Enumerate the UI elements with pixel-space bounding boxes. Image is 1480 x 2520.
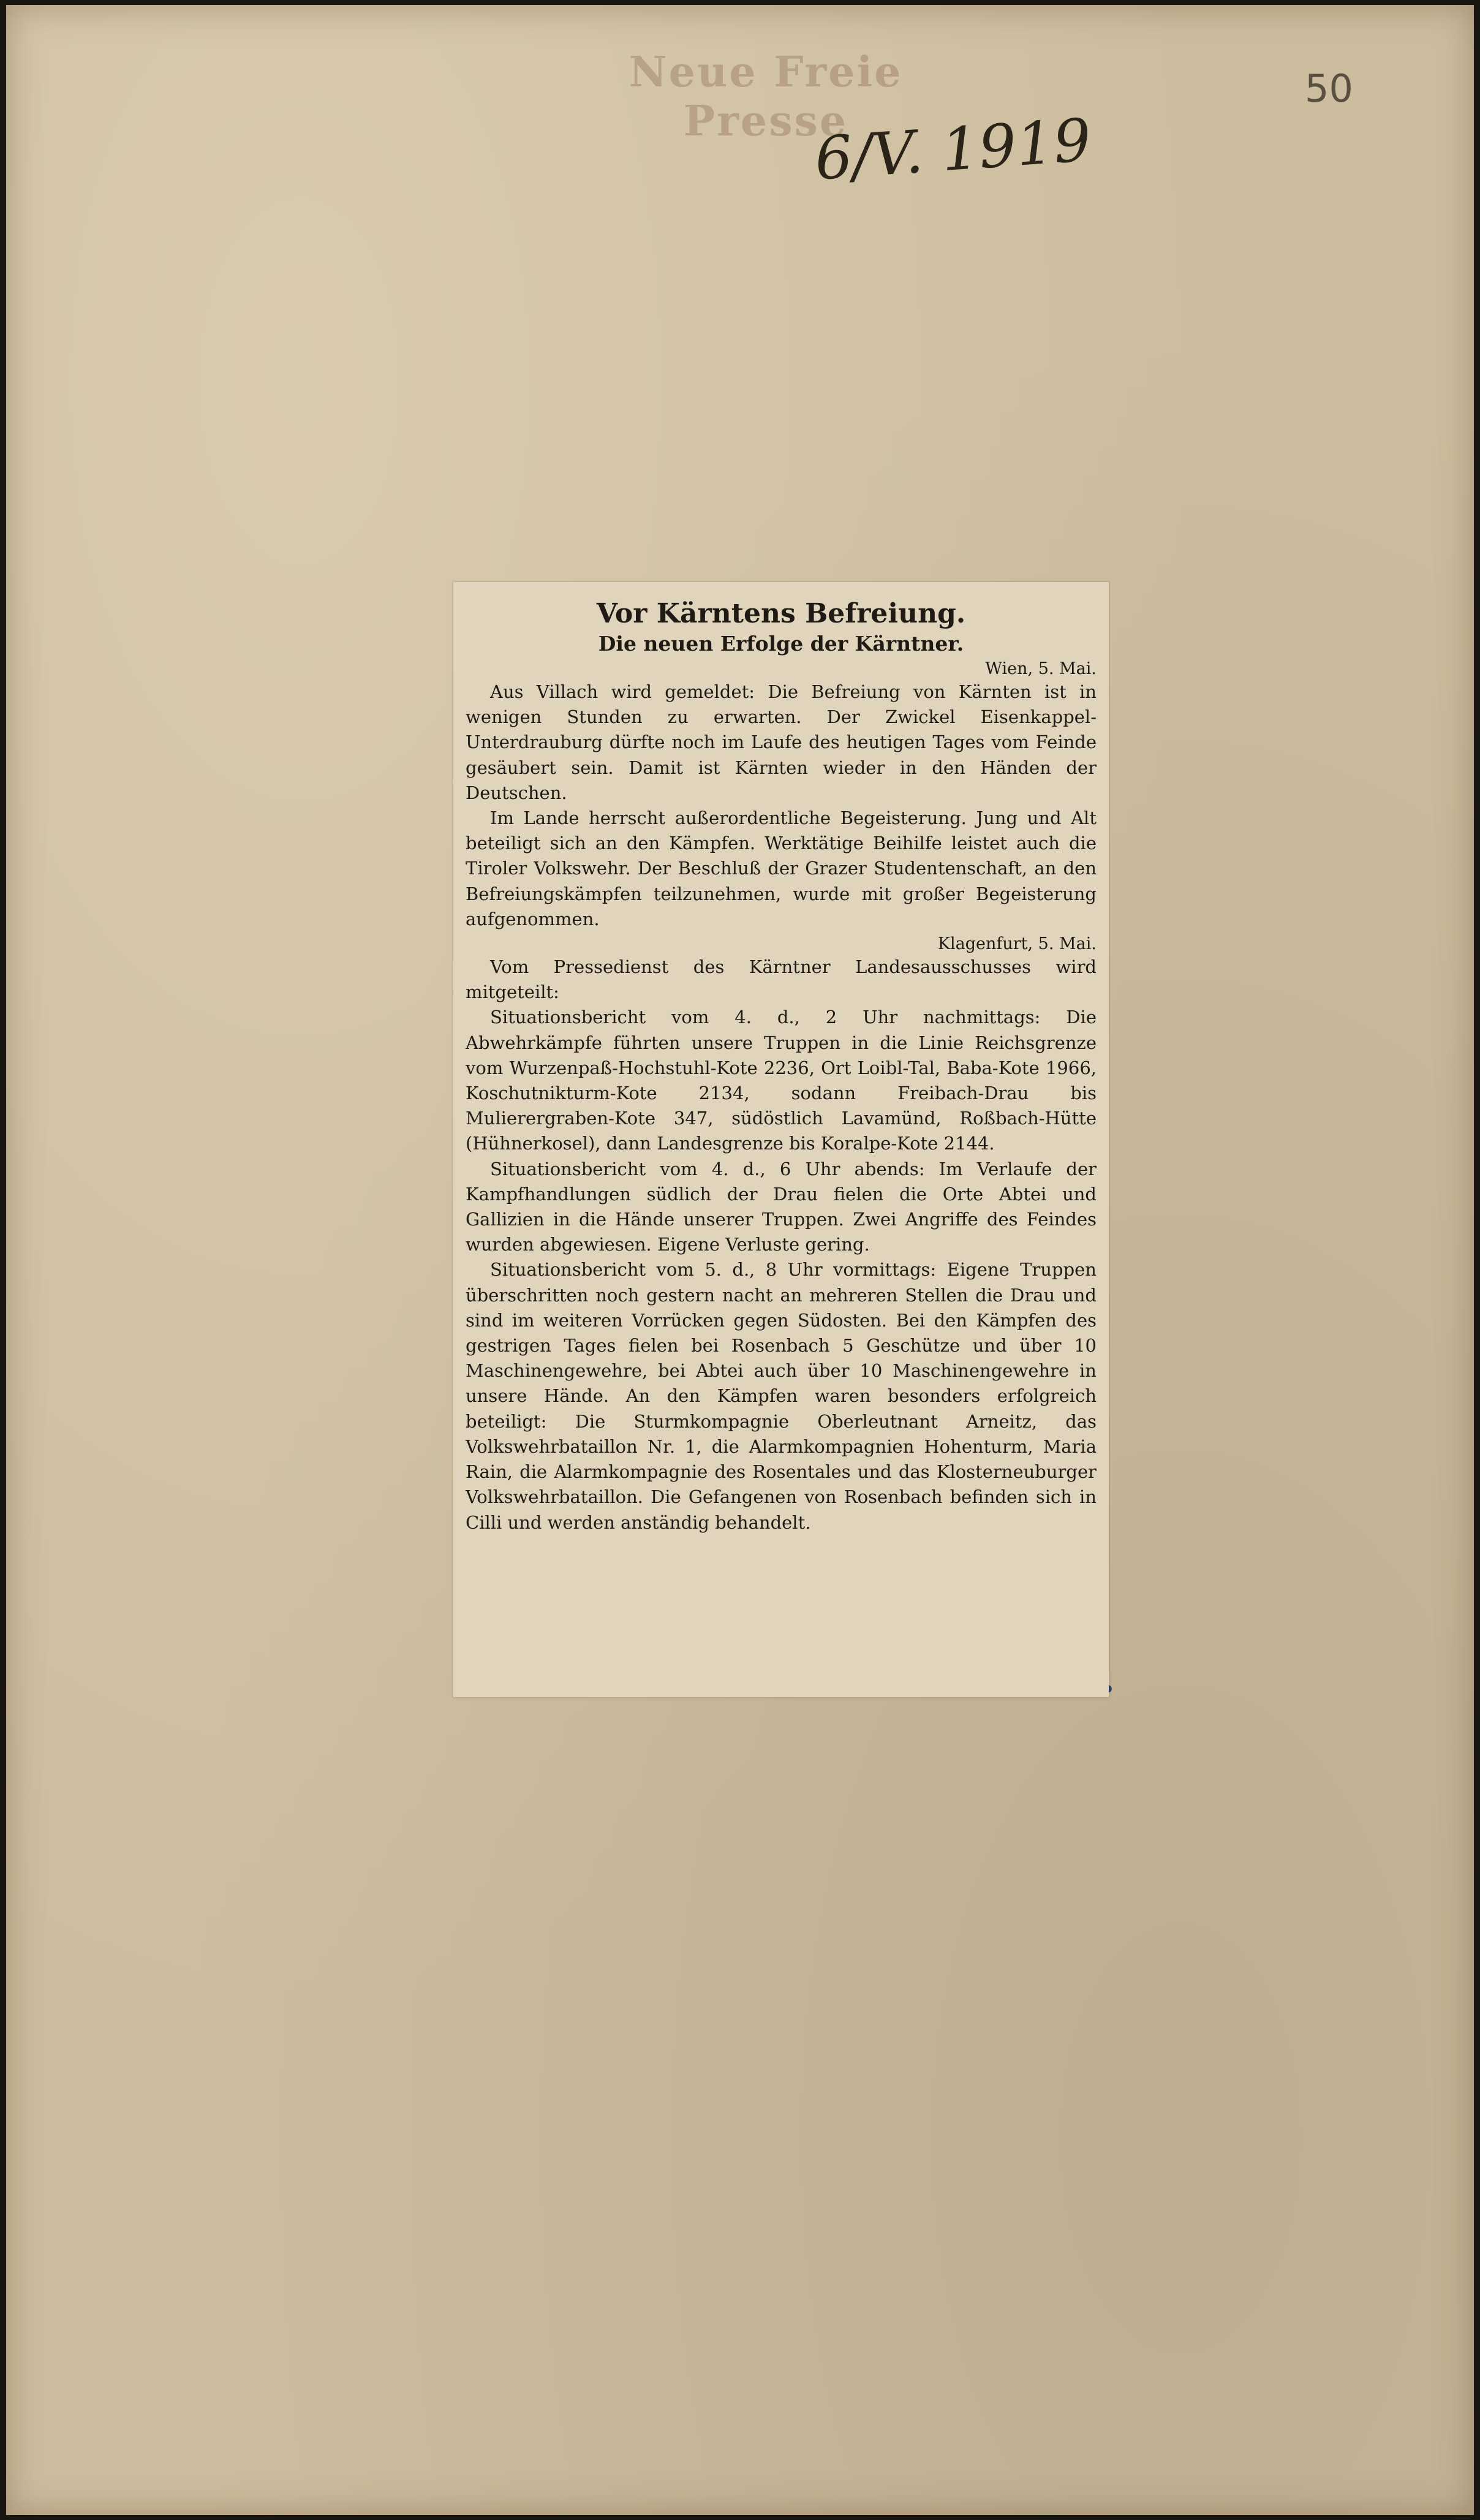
dateline-klagenfurt: Klagenfurt, 5. Mai. bbox=[937, 934, 1097, 954]
article-paragraph: Situationsbericht vom 4. d., 2 Uhr nachmittags: Die Abwehrkämpfe führten unsere Truppen in die Linie Reichsgrenze vom Wurzenpaß-Hochstuhl-Kote 2236, Ort Loibl-Tal, Baba-Kote 1966, Koschutnikturm-Kote 2134, sodann Freibach-Drau bis Mulierergraben-Kote 347, südöstlich Lavamünd, Roßbach-Hütte (Hühnerkosel), dann Landesgrenze bis Koralpe-Kote 2144. bbox=[466, 1007, 1097, 1154]
article-paragraph: Vom Pressedienst des Kärntner Landesausschusses wird mitgeteilt: bbox=[466, 956, 1097, 1003]
handwritten-date: 6/V. 1919 bbox=[812, 105, 1093, 194]
article bbox=[466, 594, 1097, 1535]
dateline-vienna: Wien, 5. Mai. bbox=[985, 659, 1097, 678]
article-headline: Vor Kärntens Befreiung. bbox=[596, 598, 966, 629]
page-number: 50 bbox=[1305, 66, 1353, 111]
article-paragraph: Aus Villach wird gemeldet: Die Befreiung von Kärnten ist in wenigen Stunden zu erwarten. Der Zwickel Eisenkappel-Unterdrauburg dürfte noch im Laufe des heutigen Tages vom Feinde gesäubert sein. Damit ist Kärnten wieder in den Händen der Deutschen. bbox=[466, 681, 1097, 803]
newspaper-clipping bbox=[453, 582, 1109, 1697]
article-paragraph: Situationsbericht vom 5. d., 8 Uhr vormittags: Eigene Truppen überschritten noch gestern nacht an mehreren Stellen die Drau und sind im weiteren Vorrücken gegen Südosten. Bei den Kämpfen des gestrigen Tages fielen bei Rosenbach 5 Geschütze und über 10 Maschinengewehre, bei Abtei auch über 10 Maschinengewehre in unsere Hände. An den Kämpfen waren besonders erfolgreich beteiligt: Die Sturmkompagnie Oberleutnant Arneitz, das Volkswehrbataillon Nr. 1, die Alarmkompagnien Hohenturm, Maria Rain, die Alarmkompagnie des Rosentales und das Klosterneuburger Volkswehrbataillon. Die Gefangenen von Rosenbach befinden sich in Cilli und werden anständig behandelt. bbox=[466, 1259, 1097, 1533]
article-paragraph: Im Lande herrscht außerordentliche Begeisterung. Jung und Alt beteiligt sich an den Kämpfen. Werktätige Beihilfe leistet auch die Tiroler Volkswehr. Der Beschluß der Grazer Studentenschaft, an den Befreiungskämpfen teilzunehmen, wurde mit großer Begeisterung aufgenommen. bbox=[466, 808, 1097, 929]
newspaper-stamp: Neue Freie Presse bbox=[629, 48, 903, 146]
article-subheadline: Die neuen Erfolge der Kärntner. bbox=[598, 632, 964, 656]
article-paragraph: Situationsbericht vom 4. d., 6 Uhr abends: Im Verlaufe der Kampfhandlungen südlich der Drau fielen die Orte Abtei und Gallizien in die Hände unserer Truppen. Zwei Angriffe des Feindes wurden abgewiesen. Eigene Verluste gering. bbox=[466, 1158, 1097, 1255]
